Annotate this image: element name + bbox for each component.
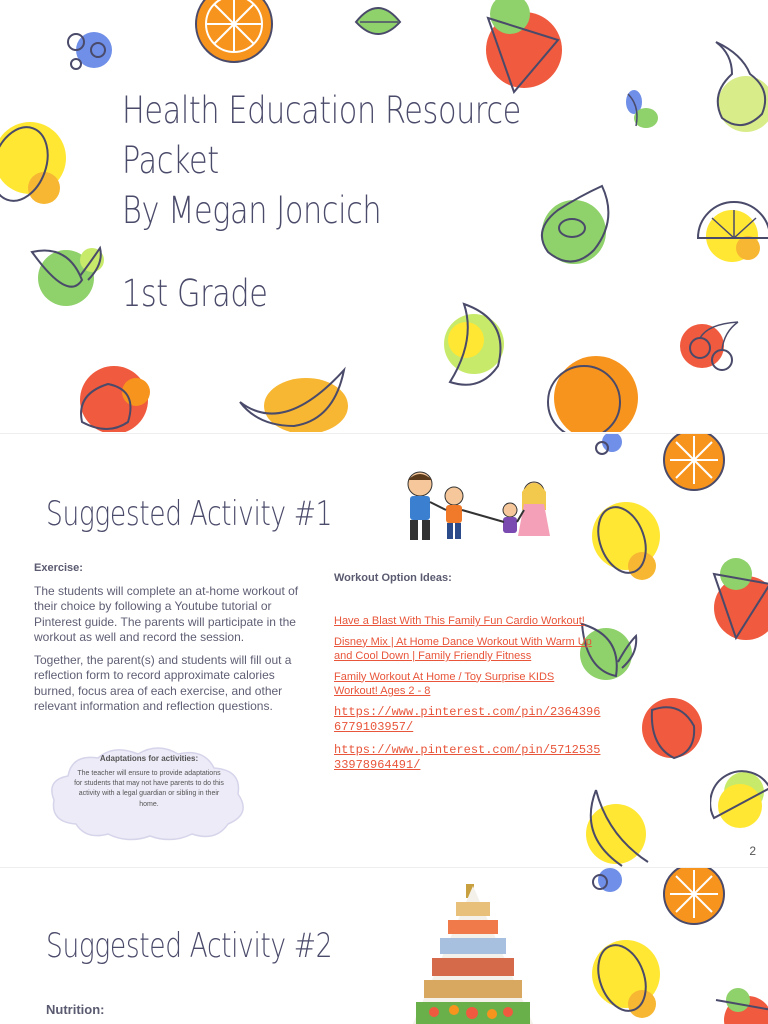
- apple-slice-icon: [440, 300, 512, 392]
- banana-icon: [582, 786, 656, 867]
- workout-link[interactable]: Have a Blast With This Family Fun Cardio Workout!: [334, 615, 585, 627]
- lemon-icon: [0, 112, 80, 212]
- pinterest-link[interactable]: https://www.pinterest.com/pin/5712535 33978964491/: [334, 742, 601, 772]
- workout-links: [334, 614, 601, 781]
- orange-slice-icon: [652, 434, 736, 494]
- food-pyramid-clipart: [410, 882, 536, 1024]
- blueberry-icon: [588, 868, 628, 896]
- strawberry-icon: [640, 696, 710, 766]
- paragraph: Together, the parent(s) and students will fill out a reflection form to record approximate calories burned, focus area of each exercise, and other relevant information and reflection questions.: [34, 653, 292, 714]
- strawberry-icon: [68, 364, 158, 432]
- document-title: [122, 86, 521, 236]
- orange-icon: [540, 352, 650, 432]
- workout-link[interactable]: Disney Mix | At Home Dance Workout With Warm Up and Cool Down | Family Friendly Fitness: [334, 635, 592, 662]
- family-clipart: [386, 470, 562, 546]
- title-slide: [0, 0, 768, 432]
- adaptations-text: [74, 754, 224, 810]
- exercise-label: Exercise:: [34, 562, 83, 574]
- activity-1-heading: Suggested Activity #1: [46, 494, 333, 534]
- herb-icon: [618, 86, 662, 136]
- leaf-icon: [352, 0, 404, 44]
- lemon-slice-icon: [710, 768, 768, 834]
- title-line: Health Education Resource: [122, 89, 521, 132]
- paragraph: The students will complete an at-home workout of their choice by following a Youtube tutorial or Pinterest guide. The parents will participate in the workout as well and record the session.: [34, 584, 299, 644]
- adaptations-body: The teacher will ensure to provide adaptations for students that may not have parents to do this activity with a legal guardian or sibling in their home.: [74, 770, 224, 808]
- grade-label: 1st Grade: [122, 272, 268, 315]
- lemon-icon: [588, 932, 668, 1022]
- blueberry-icon: [590, 434, 630, 458]
- activity-1-slide: [0, 433, 768, 867]
- orange-slice-icon: [186, 0, 282, 68]
- pinterest-link[interactable]: https://www.pinterest.com/pin/2364396 6779103957/: [334, 704, 601, 734]
- nutrition-label: Nutrition:: [46, 1002, 105, 1017]
- workout-options-label: Workout Option Ideas:: [334, 572, 452, 584]
- watermelon-icon: [706, 554, 768, 644]
- orange-slice-icon: [652, 867, 736, 928]
- basil-leaf-icon: [28, 240, 108, 310]
- page-number: 2: [749, 844, 756, 858]
- adaptations-title: Adaptations for activities:: [99, 754, 199, 763]
- cherry-icon: [678, 318, 742, 378]
- watermelon-icon: [708, 986, 768, 1024]
- activity-2-heading: Suggested Activity #2: [46, 926, 333, 966]
- blueberry-icon: [60, 28, 116, 74]
- avocado-icon: [532, 180, 616, 276]
- activity-2-slide: [0, 867, 768, 1024]
- workout-link[interactable]: Family Workout At Home / Toy Surprise KIDS Workout! Ages 2 - 8: [334, 670, 555, 697]
- watermelon-icon: [474, 0, 570, 100]
- banana-icon: [234, 360, 354, 432]
- exercise-description: [34, 584, 314, 722]
- lemon-slice-icon: [692, 196, 768, 266]
- pear-icon: [702, 34, 768, 134]
- title-line: Packet: [122, 139, 219, 182]
- lemon-icon: [588, 496, 668, 582]
- title-line: By Megan Joncich: [122, 189, 382, 232]
